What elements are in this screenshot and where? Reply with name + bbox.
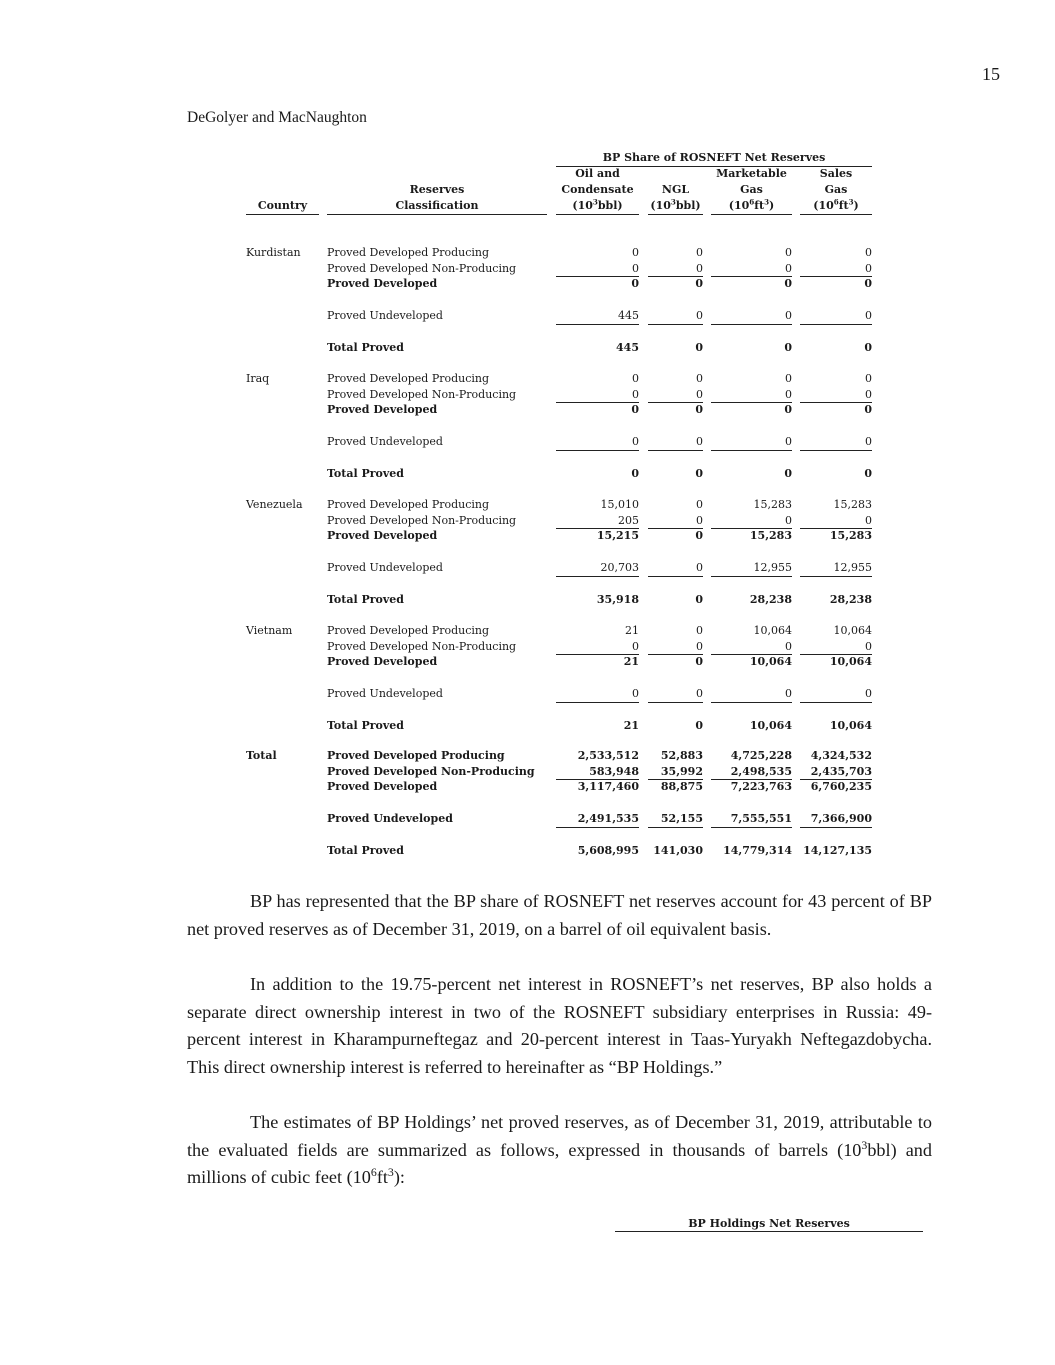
reserves-classification: Proved Developed Non-Producing — [327, 764, 535, 778]
table-cell: 7,223,763 — [730, 780, 792, 794]
table-cell: 0 — [865, 372, 872, 385]
reserves-classification: Proved Developed — [327, 529, 438, 543]
table-cell: 35,918 — [596, 592, 639, 606]
table-cell: 15,215 — [596, 529, 639, 543]
table-cell: 0 — [556, 686, 639, 703]
table-cell: 0 — [784, 403, 792, 417]
reserves-classification: Proved Developed Non-Producing — [327, 513, 517, 527]
paragraph-bp-share: BP has represented that the BP share of ROSNEFT net reserves account for 43 percent of BP net proved reserves as of December 31, 2019, on a barrel of oil equivalent basis. — [187, 891, 932, 939]
sales-gas-header-line1: Sales — [819, 167, 853, 180]
table-cell: 0 — [695, 403, 703, 417]
reserves-classification: Proved Developed Producing — [327, 749, 505, 762]
table-cell: 0 — [632, 372, 639, 385]
table-cell: 2,498,535 — [711, 764, 792, 781]
sales-gas-header-units: $(10^6ft^3)$ — [800, 198, 872, 215]
country-label: Kurdistan — [246, 246, 301, 259]
table-cell: 52,883 — [660, 749, 703, 762]
table-cell: 12,955 — [711, 560, 792, 577]
country-header: Country — [246, 198, 319, 215]
country-label: Vietnam — [246, 624, 293, 637]
table-cell: 5,608,995 — [577, 843, 639, 857]
table-cell: 0 — [696, 624, 703, 637]
table-cell: 141,030 — [653, 843, 703, 857]
table-cell: 0 — [631, 466, 639, 480]
table-cell: 0 — [696, 372, 703, 385]
reserves-classification: Proved Undeveloped — [327, 434, 443, 448]
table-cell: 0 — [648, 387, 703, 404]
table-cell: 10,064 — [829, 655, 872, 669]
table-cell: 0 — [648, 308, 703, 325]
table-cell: 0 — [800, 261, 872, 278]
reserves-classification: Proved Undeveloped — [327, 686, 443, 700]
table-cell: 4,725,228 — [730, 749, 792, 762]
table-cell: 15,283 — [753, 498, 792, 511]
reserves-classification: Proved Developed — [327, 780, 438, 794]
table-cell: 52,155 — [648, 811, 703, 828]
table-cell: 0 — [711, 261, 792, 278]
table-cell: 21 — [625, 624, 639, 637]
reserves-classification: Proved Developed — [327, 277, 438, 291]
table-cell: 10,064 — [753, 624, 792, 637]
table-group-title: BP Share of ROSNEFT Net Reserves — [556, 150, 872, 167]
table-cell: 0 — [648, 513, 703, 530]
table-cell: 0 — [556, 639, 639, 656]
table-cell: 4,324,532 — [810, 749, 872, 762]
table-cell: 0 — [711, 639, 792, 656]
reserves-classification: Proved Developed — [327, 403, 438, 417]
oil-header-units: $(10^3bbl)$ — [556, 198, 639, 215]
table-cell: 0 — [711, 387, 792, 404]
table-cell: 12,955 — [800, 560, 872, 577]
marketable-gas-header-line2: Gas — [740, 183, 763, 196]
table-cell: 0 — [695, 592, 703, 606]
table-cell: 15,010 — [600, 498, 639, 511]
table-cell: 2,435,703 — [800, 764, 872, 781]
table-cell: 35,992 — [648, 764, 703, 781]
table-cell: 15,283 — [749, 529, 792, 543]
reserves-classification: Proved Undeveloped — [327, 308, 443, 322]
table-cell: 28,238 — [749, 592, 792, 606]
table-cell: 0 — [695, 529, 703, 543]
table-cell: 0 — [800, 434, 872, 451]
table-cell: 0 — [695, 340, 703, 354]
table-cell: 0 — [785, 372, 792, 385]
table-cell: 88,875 — [660, 780, 703, 794]
table-cell: 21 — [623, 718, 639, 732]
table-cell: 10,064 — [749, 655, 792, 669]
reserves-classification: Total Proved — [327, 843, 404, 857]
table-cell: 0 — [711, 686, 792, 703]
table-cell: 15,283 — [833, 498, 872, 511]
table-cell: 6,760,235 — [810, 780, 872, 794]
firm-name: DeGolyer and MacNaughton — [187, 109, 367, 126]
table-cell: 0 — [864, 403, 872, 417]
table-cell: 0 — [784, 340, 792, 354]
table-cell: 0 — [696, 498, 703, 511]
table-cell: 0 — [695, 718, 703, 732]
table-cell: 205 — [556, 513, 639, 530]
table-cell: 0 — [864, 466, 872, 480]
table-cell: 15,283 — [829, 529, 872, 543]
table-cell: 0 — [864, 277, 872, 291]
page-number: 15 — [982, 64, 1000, 84]
table-cell: 445 — [556, 308, 639, 325]
table-cell: 10,064 — [829, 718, 872, 732]
table-cell: 0 — [632, 246, 639, 259]
table-cell: 14,779,314 — [723, 843, 792, 857]
oil-header-line1: Oil and — [575, 167, 620, 180]
reserves-classification: Proved Developed Non-Producing — [327, 387, 517, 401]
country-label: Total — [246, 749, 277, 762]
table-cell: 0 — [648, 261, 703, 278]
table-cell: 0 — [631, 277, 639, 291]
reserves-classification: Proved Developed — [327, 655, 438, 669]
marketable-gas-header-units: $(10^6ft^3)$ — [711, 198, 792, 215]
table-cell: 0 — [631, 403, 639, 417]
table-cell: 0 — [695, 466, 703, 480]
table-cell: 2,533,512 — [577, 749, 639, 762]
sales-gas-header-line2: Gas — [824, 183, 848, 196]
ngl-header-line2: NGL — [661, 183, 690, 196]
reserves-classification: Proved Developed Producing — [327, 372, 490, 385]
table-cell: 2,491,535 — [556, 811, 639, 828]
country-label: Venezuela — [246, 498, 303, 511]
table-cell: 0 — [648, 639, 703, 656]
table-cell: 0 — [711, 513, 792, 530]
table-cell: 0 — [784, 277, 792, 291]
table-cell: 7,555,551 — [711, 811, 792, 828]
holdings-table-title: BP Holdings Net Reserves — [615, 1217, 923, 1232]
reserves-classification: Total Proved — [327, 592, 404, 606]
table-cell: 21 — [623, 655, 639, 669]
table-cell: 10,064 — [833, 624, 872, 637]
paragraph-holdings-estimates: The estimates of BP Holdings’ net proved reserves, as of December 31, 2019, attributable to the evaluated fields are summarized as follows, expressed in thousands of barrels $(10^3bbl)$ and millions of cubic feet $(10^6ft^3)$: — [187, 1112, 932, 1188]
table-cell: 0 — [556, 261, 639, 278]
table-cell: 0 — [800, 686, 872, 703]
table-cell: 0 — [784, 466, 792, 480]
table-cell: 0 — [648, 434, 703, 451]
ngl-header-units: $(10^3bbl)$ — [648, 198, 703, 215]
reserves-header-line1: Reserves — [409, 183, 465, 196]
reserves-classification: Proved Developed Non-Producing — [327, 261, 517, 275]
oil-header-line2: Condensate — [561, 183, 634, 196]
table-cell: 28,238 — [829, 592, 872, 606]
reserves-classification: Proved Undeveloped — [327, 560, 443, 574]
table-cell: 0 — [800, 308, 872, 325]
table-cell: 0 — [800, 387, 872, 404]
table-cell: 7,366,900 — [800, 811, 872, 828]
table-cell: 0 — [648, 560, 703, 577]
table-cell: 3,117,460 — [577, 780, 639, 794]
table-cell: 0 — [711, 434, 792, 451]
marketable-gas-header-line1: Marketable — [716, 167, 787, 180]
table-cell: 0 — [785, 246, 792, 259]
table-cell: 583,948 — [556, 764, 639, 781]
table-cell: 0 — [711, 308, 792, 325]
table-cell: 0 — [695, 277, 703, 291]
table-cell: 14,127,135 — [803, 843, 872, 857]
table-cell: 0 — [865, 246, 872, 259]
reserves-classification: Proved Developed Producing — [327, 624, 490, 637]
table-cell: 0 — [696, 246, 703, 259]
reserves-classification: Proved Developed Producing — [327, 498, 490, 511]
reserves-classification: Total Proved — [327, 718, 404, 732]
table-cell: 0 — [800, 639, 872, 656]
reserves-classification: Total Proved — [327, 466, 404, 480]
table-cell: 0 — [556, 434, 639, 451]
reserves-classification: Proved Developed Non-Producing — [327, 639, 517, 653]
paragraph-direct-interest: In addition to the 19.75-percent net interest in ROSNEFT’s net reserves, BP also holds a separate direct ownership interest in two of the ROSNEFT subsidiary enterprises in Russia: 49-percent interest in Kharampurneftegaz and 20-percent interest in Taas-Yuryakh Neftegazdobycha. This direct ownership interest is referred to hereinafter as “BP Holdings.” — [187, 974, 932, 1077]
table-cell: 0 — [648, 686, 703, 703]
table-cell: 20,703 — [556, 560, 639, 577]
table-cell: 0 — [695, 655, 703, 669]
reserves-classification: Total Proved — [327, 340, 404, 354]
reserves-classification: Proved Developed Producing — [327, 246, 490, 259]
table-cell: 0 — [556, 387, 639, 404]
country-label: Iraq — [246, 372, 270, 385]
table-cell: 445 — [616, 340, 639, 354]
table-cell: 10,064 — [749, 718, 792, 732]
reserves-classification: Proved Undeveloped — [327, 811, 453, 825]
reserves-header-line2: Classification — [327, 198, 547, 215]
table-cell: 0 — [864, 340, 872, 354]
table-cell: 0 — [800, 513, 872, 530]
